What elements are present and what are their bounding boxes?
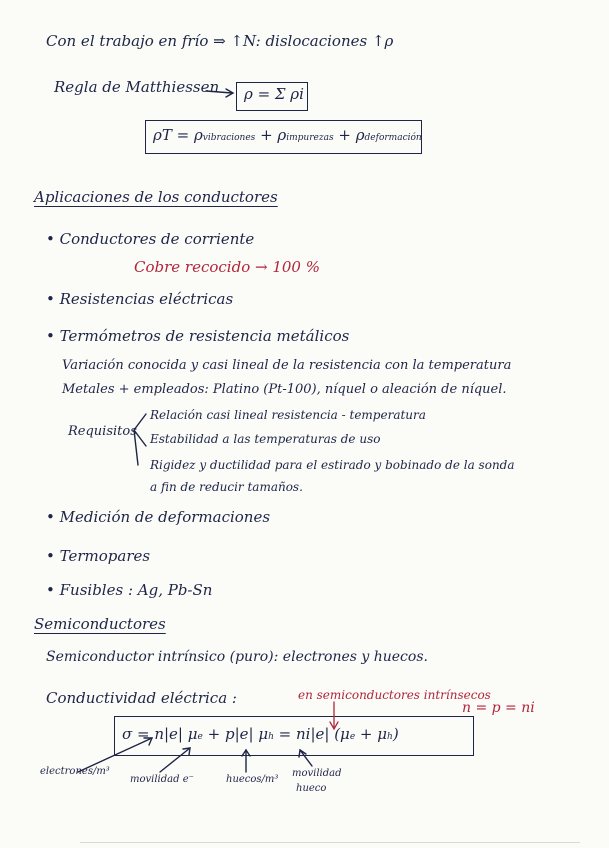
annotation-movilidad-hueco-2: hueco [296, 783, 327, 794]
annotation-movilidad-e: movilidad e⁻ [130, 774, 194, 785]
requisitos-label: Requisitos [68, 424, 137, 439]
list-item: • Fusibles : Ag, Pb-Sn [46, 581, 213, 599]
requisitos-brace [134, 414, 146, 465]
matthiessen-label: Regla de Matthiessen [54, 78, 220, 96]
list-item: • Conductores de corriente [46, 230, 255, 248]
matthiessen-formula: ρ = Σ ρi [244, 85, 304, 103]
arrow-movilidad-h [300, 750, 312, 766]
n-equals-p-equals-ni: n = p = ni [462, 700, 535, 716]
termometro-text-1: Variación conocida y casi lineal de la resistencia con la temperatura [62, 358, 512, 373]
conductores-heading: Aplicaciones de los conductores [34, 188, 278, 206]
requisito-item-cont: a fin de reducir tamaños. [150, 480, 303, 494]
cobre-recocido: Cobre recocido → 100 % [134, 258, 320, 276]
arrow-electrones [78, 738, 152, 772]
page-edge-line [80, 842, 580, 843]
arrow-movilidad-e [160, 748, 190, 772]
conductividad-label: Conductividad eléctrica : [46, 689, 237, 707]
rho-total-formula: ρT = ρvibraciones + ρimpurezas + ρdeformación [153, 126, 422, 144]
requisito-item: Rigidez y ductilidad para el estirado y bobinado de la sonda [150, 458, 515, 472]
requisito-item: Estabilidad a las temperaturas de uso [150, 432, 381, 446]
annotation-movilidad-hueco: movilidad [292, 768, 342, 779]
conductivity-formula: σ = n|e| μe + p|e| μh = ni|e| (μe + μh) [122, 725, 399, 743]
arrow-matthiessen [206, 91, 232, 93]
annotation-huecos: huecos/m³ [226, 774, 279, 785]
rho-total-lhs: ρT [153, 126, 172, 144]
list-item: • Resistencias eléctricas [46, 290, 234, 308]
note-intrinsecos: en semiconductores intrínsecos [298, 688, 491, 702]
semiconductores-heading: Semiconductores [34, 615, 166, 633]
list-item: • Medición de deformaciones [46, 508, 271, 526]
list-item: • Termómetros de resistencia metálicos [46, 327, 350, 345]
requisito-item: Relación casi lineal resistencia - temperatura [150, 408, 426, 422]
semiconductor-intrinseco: Semiconductor intrínsico (puro): electrones y huecos. [46, 649, 428, 665]
annotation-electrones: electrones/m³ [40, 766, 110, 777]
cold-work-line: Con el trabajo en frío ⇒ ↑N: dislocaciones ↑ρ [46, 32, 394, 50]
list-item: • Termopares [46, 547, 151, 565]
termometro-text-2: Metales + empleados: Platino (Pt-100), níquel o aleación de níquel. [62, 382, 507, 397]
